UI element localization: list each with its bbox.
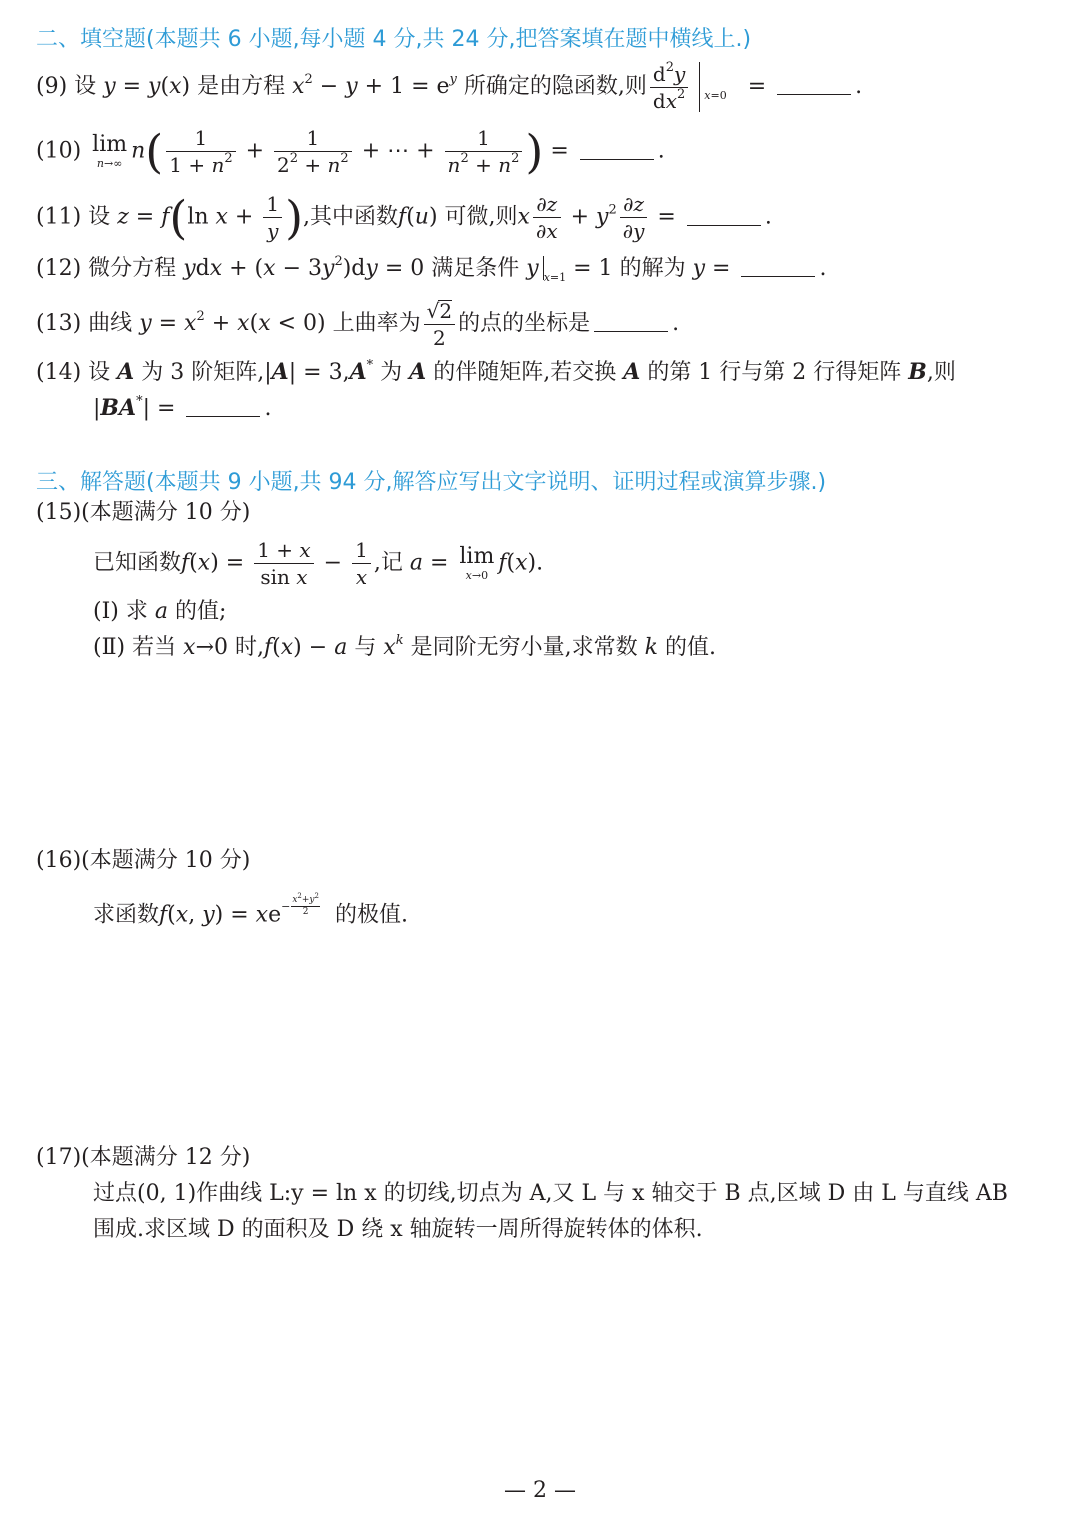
question-9: (9) 设 y = y(x) 是由方程 $x^2 - y + 1 = e^y$ 所确定的隐函数,则 $\frac{d^2y}{dx^2}$ $_{x=0}$ = . <box>36 59 863 113</box>
answer-blank <box>741 276 815 277</box>
question-17-header: (17)(本题满分 12 分) <box>36 1145 251 1170</box>
question-10: (10) lim n→∞ n( $\frac{1}{1 + n^2}$ + $\frac{1}{2^2 + n^2}$ + ⋯ + $\frac{1}{n^2 + n^2}$ ) = . <box>36 124 665 179</box>
question-number: (16) <box>36 848 82 873</box>
answer-blank <box>186 416 260 417</box>
question-number: (13) <box>36 311 82 336</box>
section-3-title: 三、解答题(本题共 9 小题,共 94 分,解答应写出文字说明、证明过程或演算步骤.) <box>36 470 827 495</box>
question-15-intro: 已知函数f(x) = $\frac{1 + x}{\text{sin x}}$ − $\frac{1}{x}$ ,记 a = lim x→0 f(x). <box>93 538 544 589</box>
question-16-body: 求函数f(x, $y) = xe^{- \frac{x^2+y^2}{2}}$ 的极值. <box>93 892 408 928</box>
question-17-line-1: 过点(0, 1)作曲线 L:y = ln x 的切线,切点为 A,又 L 与 x 轴交于 B 点,区域 D 由 L 与直线 AB <box>93 1181 1008 1206</box>
question-number: (14) <box>36 360 82 385</box>
answer-blank <box>777 94 851 95</box>
question-16-header: (16)(本题满分 10 分) <box>36 848 251 873</box>
answer-blank <box>687 225 761 226</box>
answer-blank <box>594 331 668 332</box>
question-number: (12) <box>36 256 82 281</box>
question-number: (17) <box>36 1145 82 1170</box>
question-15-part-1: (Ⅰ) 求 a 的值; <box>93 599 227 624</box>
question-13: (13) 曲线 $y = x^2 + x(x < 0)$ 上曲率为 $\frac{√2}{2}$ 的点的坐标是 . <box>36 299 680 350</box>
question-15-header: (15)(本题满分 10 分) <box>36 500 251 525</box>
question-14-continued: |BA*| = . <box>93 394 272 421</box>
question-number: (9) <box>36 74 68 99</box>
question-15-part-2: (Ⅱ) 若当 x→0 时,f(x) − a 与 $x^k$ 是同阶无穷小量,求常数 k 的值. <box>93 633 716 660</box>
question-14: (14) 设 A 为 3 阶矩阵,|A| = 3,A* 为 A 的伴随矩阵,若交换 A 的第 1 行与第 2 行得矩阵 B,则 <box>36 358 956 385</box>
question-number: (10) <box>36 138 82 164</box>
question-11: (11) 设 z = f(ln x + $\frac{1}{y}$ ),其中函数f(u) 可微,则x $\frac{\partial z}{\partial x}$ + $y^2$ $\frac{\partial z}{\partial y}$ = . <box>36 190 772 245</box>
section-2-title: 二、填空题(本题共 6 小题,每小题 4 分,共 24 分,把答案填在题中横线上.) <box>36 27 752 52</box>
page-number: — 2 — <box>504 1478 576 1503</box>
question-12: (12) 微分方程 ydx + $(x - 3y^2)dy = 0$ 满足条件 y $_{x=1}$ = 1 的解为 y = . <box>36 254 827 284</box>
question-number: (11) <box>36 204 82 230</box>
question-17-line-2: 围成.求区域 D 的面积及 D 绕 x 轴旋转一周所得旋转体的体积. <box>93 1217 703 1242</box>
answer-blank <box>580 159 654 160</box>
question-number: (15) <box>36 500 82 525</box>
